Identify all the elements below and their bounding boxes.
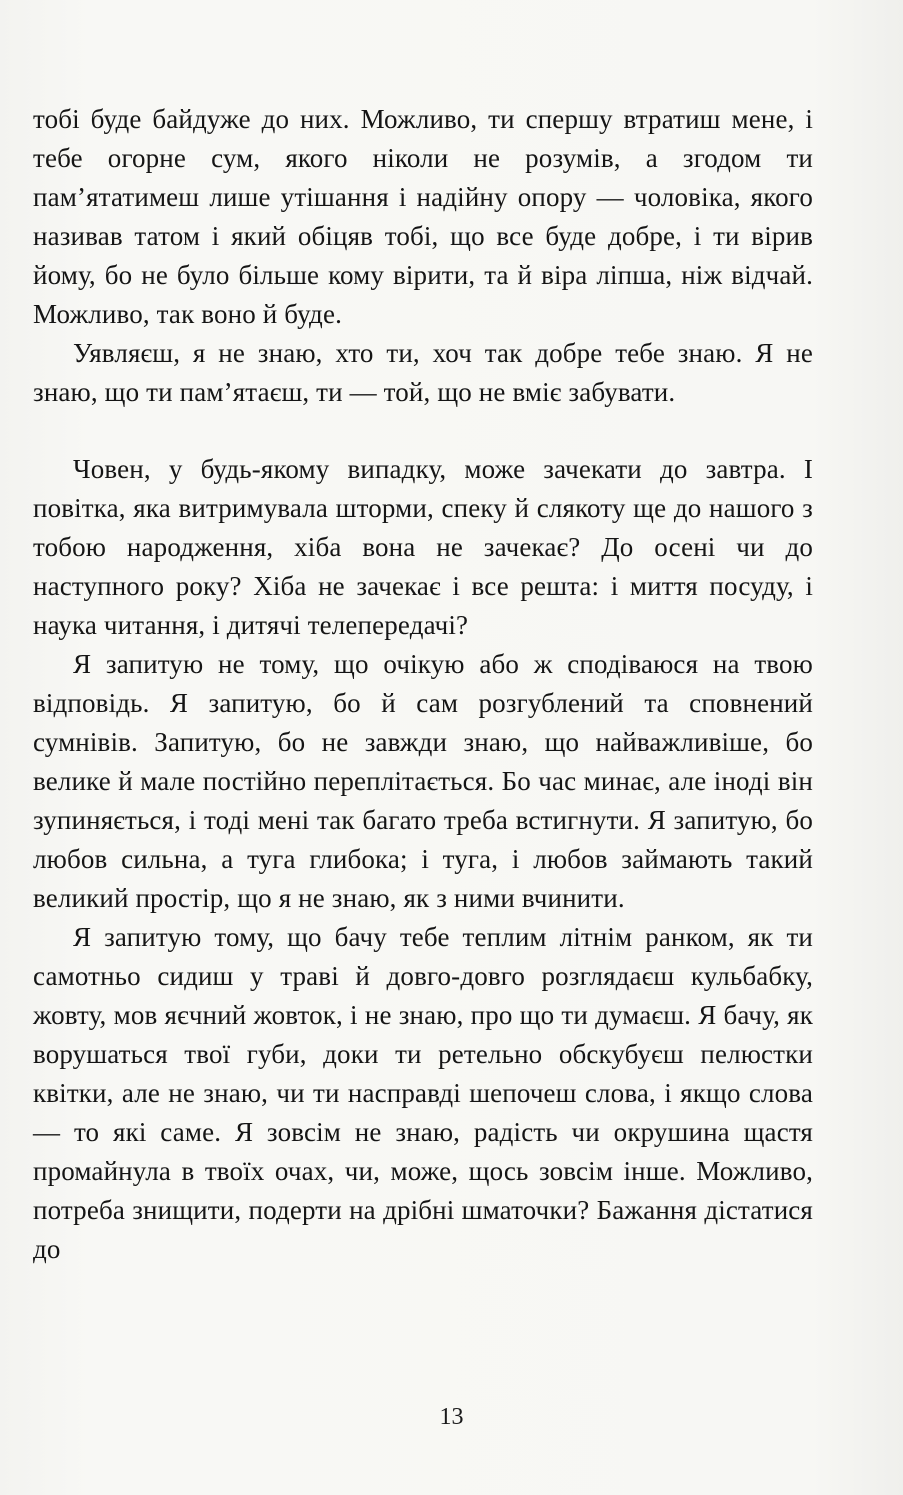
paragraph-2: Уявляєш, я не знаю, хто ти, хоч так добре тебе знаю. Я не знаю, що ти пам’ятаєш, ти — той, що не вміє забувати. <box>33 338 813 407</box>
paragraph-3: Човен, у будь-якому випадку, може зачекати до завтра. І повітка, яка витримувала шторми, спеку й слякоту ще до нашого з тобою народження, хіба вона не зачекає? До осені чи до наступного року? Хіба не зачекає і все решта: і миття посуду, і наука читання, і дитячі телепередачі? <box>33 454 813 640</box>
section-break <box>33 412 813 450</box>
paragraph-4: Я запитую не тому, що очікую або ж сподіваюся на твою відповідь. Я запитую, бо й сам розгублений та сповнений сумнівів. Запитую, бо не завжди знаю, що найважливіше, бо велике й мале постійно переплітається. Бо час минає, але іноді він зупиняється, і тоді мені так багато треба встигнути. Я запитую, бо любов сильна, а туга глибока; і туга, і любов займають такий великий простір, що я не знаю, як з ними вчинити. <box>33 649 813 913</box>
paragraph-1: тобі буде байдуже до них. Можливо, ти спершу втратиш мене, і тебе огорне сум, якого ніколи не розумів, а згодом ти пам’ятатимеш лише утішання і надійну опору — чоловіка, якого називав татом і який обіцяв тобі, що все буде добре, і ти вірив йому, бо не було більше кому вірити, та й віра ліпша, ніж відчай. Можливо, так воно й буде. <box>33 104 813 329</box>
paragraph-5: Я запитую тому, що бачу тебе теплим літнім ранком, як ти самотньо сидиш у траві й довго-довго розглядаєш кульбабку, жовту, мов яєчний жовток, і не знаю, про що ти думаєш. Я бачу, як ворушаться твої губи, доки ти ретельно обскубуєш пелюстки квітки, але не знаю, чи ти насправді шепочеш слова, і якщо слова — то які саме. Я зовсім не знаю, радість чи окрушина щастя промайнула в твоїх очах, чи, може, щось зовсім інше. Можливо, потреба знищити, подерти на дрібні шматочки? Бажання дістатися до <box>33 922 813 1264</box>
body-text <box>33 100 813 1269</box>
page-number: 13 <box>439 1404 464 1430</box>
